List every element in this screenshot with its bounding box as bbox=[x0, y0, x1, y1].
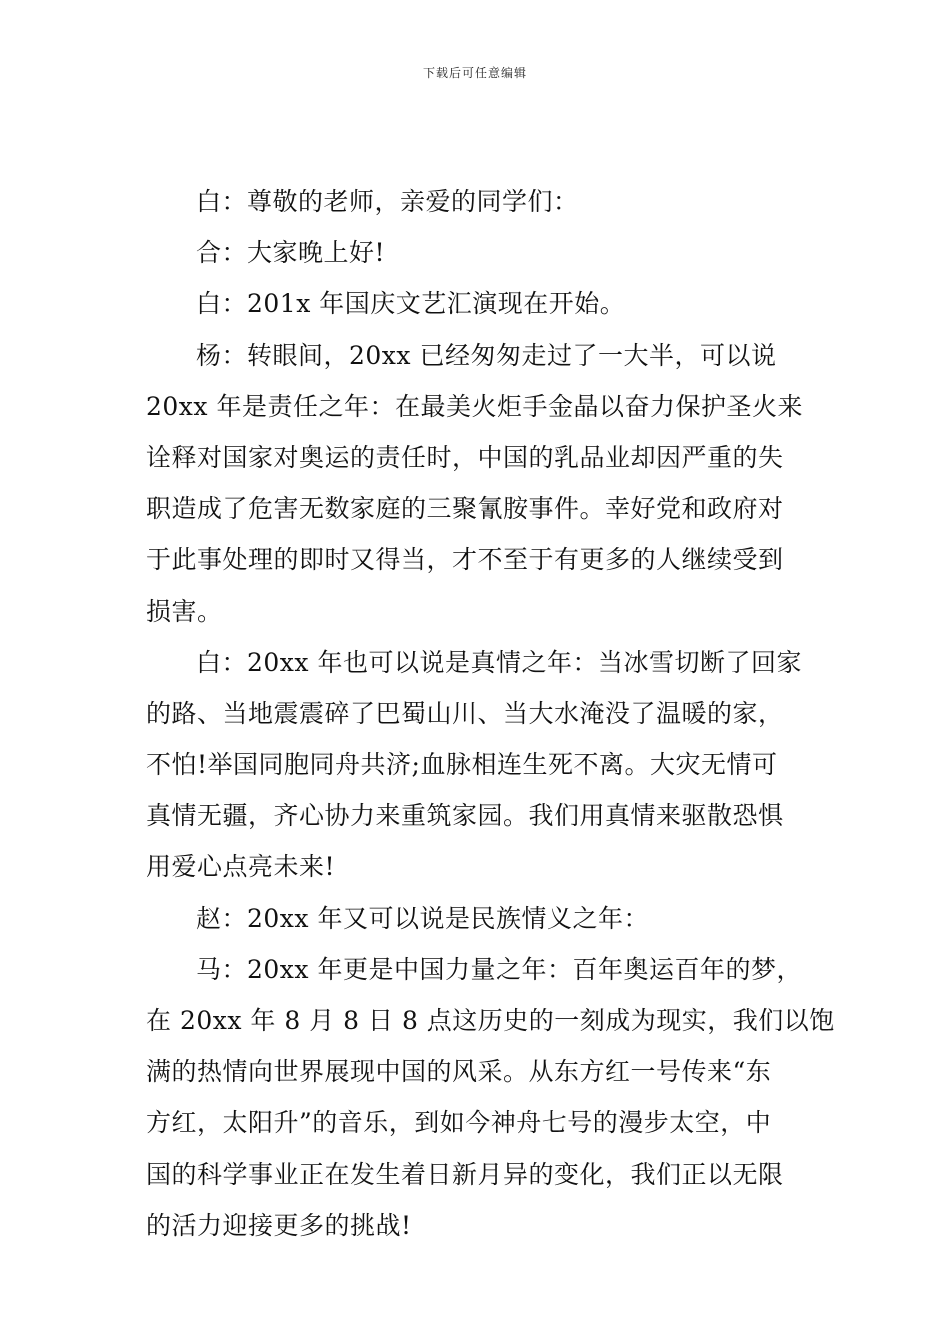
text-line: 损害。 bbox=[146, 596, 223, 626]
text-line: 职造成了危害无数家庭的三聚氰胺事件。幸好党和政府对 bbox=[146, 494, 784, 524]
text-line: 国的科学事业正在发生着日新月异的变化，我们正以无限 bbox=[146, 1159, 784, 1189]
text-line: 20xx 年是责任之年：在最美火炬手金晶以奋力保护圣火来 bbox=[146, 391, 803, 421]
text-line: 白：尊敬的老师，亲爱的同学们： bbox=[196, 187, 579, 216]
text-line: 白：201x 年国庆文艺汇演现在开始。 bbox=[196, 289, 626, 319]
text-line: 在 20xx 年 8 月 8 日 8 点这历史的一刻成为现实，我们以饱 bbox=[146, 1006, 835, 1035]
text-line: 满的热情向世界展现中国的风采。从东方红一号传来“东 bbox=[146, 1057, 772, 1087]
document-body bbox=[146, 176, 835, 1251]
text-line: 合：大家晚上好! bbox=[196, 238, 386, 268]
text-line: 的路、当地震震碎了巴蜀山川、当大水淹没了温暖的家， bbox=[146, 698, 784, 728]
text-line: 的活力迎接更多的挑战! bbox=[146, 1210, 412, 1240]
text-line: 不怕!举国同胞同舟共济;血脉相连生死不离。大灾无情可 bbox=[146, 750, 778, 780]
header-note: 下载后可任意编辑 bbox=[422, 66, 527, 80]
text-line: 真情无疆，齐心协力来重筑家园。我们用真情来驱散恐惧 bbox=[146, 801, 784, 831]
text-line: 于此事处理的即时又得当，才不至于有更多的人继续受到 bbox=[146, 545, 784, 575]
text-line: 马：20xx 年更是中国力量之年：百年奥运百年的梦， bbox=[196, 954, 802, 984]
text-line: 诠释对国家对奥运的责任时，中国的乳品业却因严重的失 bbox=[146, 442, 784, 472]
text-line: 方红，太阳升”的音乐，到如今神舟七号的漫步太空，中 bbox=[146, 1108, 772, 1138]
text-line: 杨：转眼间，20xx 已经匆匆走过了一大半，可以说 bbox=[196, 340, 777, 370]
text-line: 白：20xx 年也可以说是真情之年：当冰雪切断了回家 bbox=[196, 647, 802, 677]
text-line: 赵：20xx 年又可以说是民族情义之年： bbox=[196, 903, 649, 933]
text-line: 用爱心点亮未来! bbox=[146, 852, 336, 882]
